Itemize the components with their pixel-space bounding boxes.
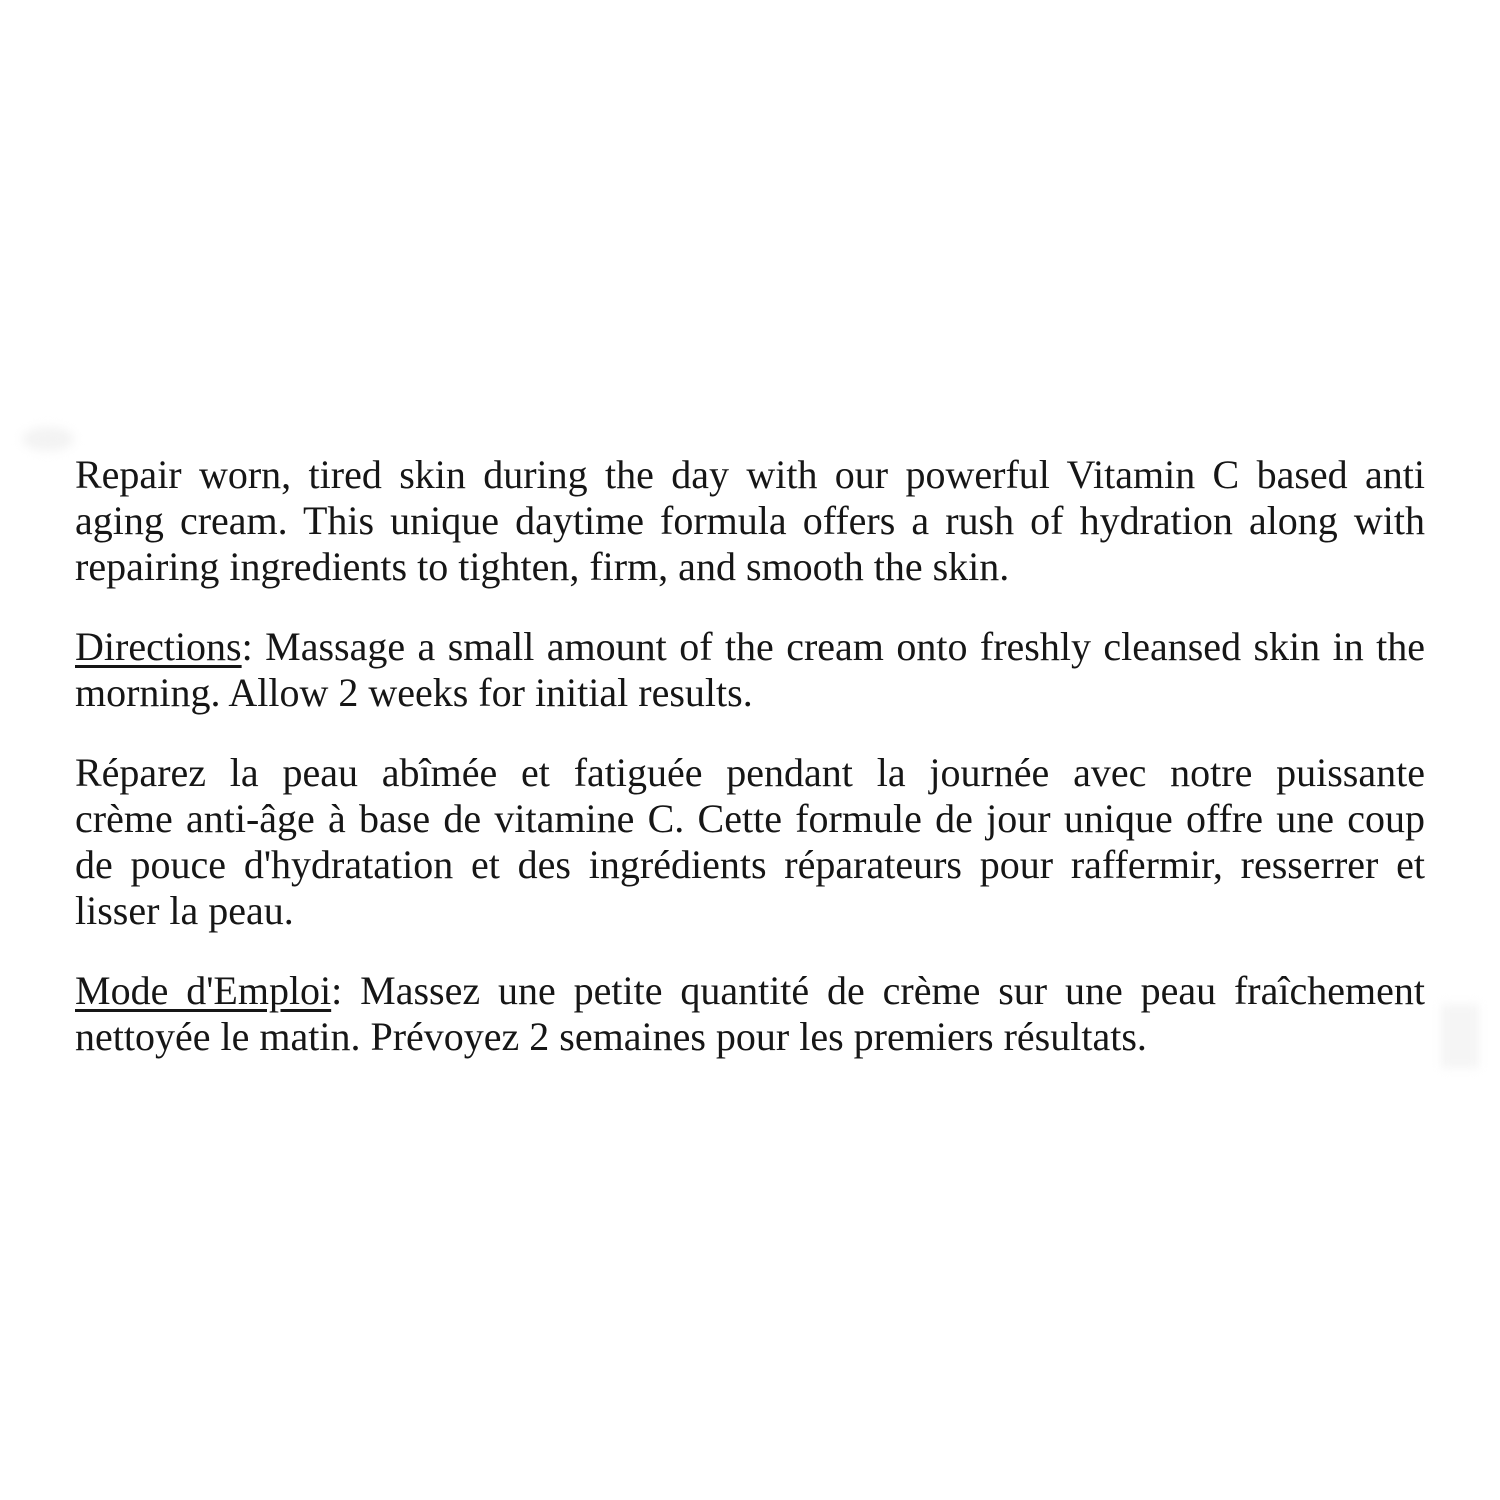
text-line: Réparez la peau abîmée et fatiguée pendant la journée avec notre puissante	[75, 750, 1425, 795]
scan-smudge-left	[22, 427, 74, 451]
text-line: de pouce d'hydratation et des ingrédients réparateurs pour raffermir, resserrer et	[75, 842, 1425, 887]
text-line: aging cream. This unique daytime formula offers a rush of hydration along with	[75, 498, 1425, 543]
text-line	[75, 624, 1425, 670]
text-line: Repair worn, tired skin during the day with our powerful Vitamin C based anti	[75, 452, 1425, 497]
directions-heading: Directions	[75, 624, 242, 669]
text-segment: : Massage a small amount of the cream onto freshly cleansed skin in the	[241, 624, 1425, 669]
text-line: lisser la peau.	[75, 888, 294, 933]
paragraph-directions-english	[75, 624, 1425, 716]
text-line: nettoyée le matin. Prévoyez 2 semaines pour les premiers résultats.	[75, 1014, 1147, 1059]
text-line: morning. Allow 2 weeks for initial results.	[75, 670, 753, 715]
paragraph-directions-french	[75, 968, 1425, 1060]
label-text	[75, 452, 1425, 1060]
text-segment: : Massez une petite quantité de crème sur une peau fraîchement	[331, 968, 1425, 1013]
paragraph-description-french	[75, 750, 1425, 934]
scan-smudge-right	[1441, 1004, 1479, 1068]
text-line	[75, 968, 1425, 1014]
text-line: repairing ingredients to tighten, firm, and smooth the skin.	[75, 544, 1010, 589]
mode-demploi-heading: Mode d'Emploi	[75, 968, 332, 1013]
paragraph-description-english	[75, 452, 1425, 590]
text-line: crème anti-âge à base de vitamine C. Cette formule de jour unique offre une coup	[75, 796, 1425, 841]
